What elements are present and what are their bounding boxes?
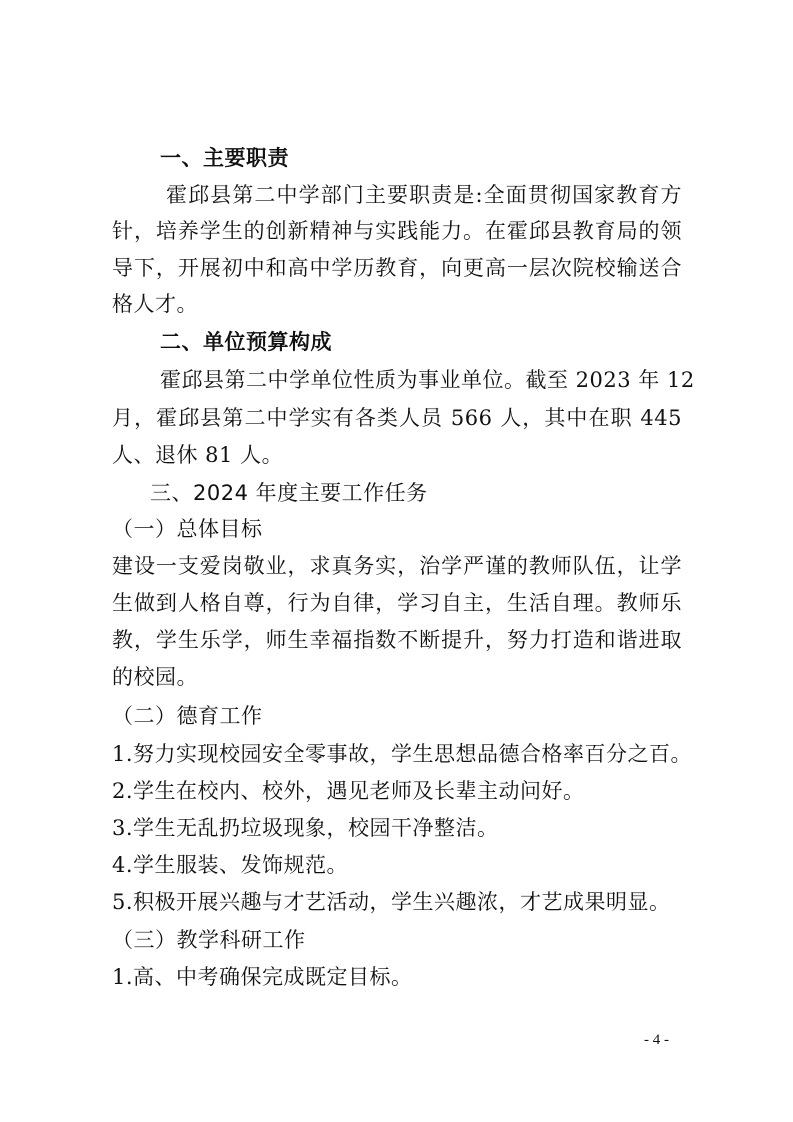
- list-item: 3.学生无乱扔垃圾现象，校园干净整洁。: [112, 816, 499, 840]
- list-item: 1.高、中考确保完成既定目标。: [112, 965, 413, 989]
- paragraph-line: 生做到人格自尊，行为自律，学习自主，生活自理。教师乐: [112, 591, 682, 615]
- paragraph-line: 导下，开展初中和高中学历教育，向更高一层次院校输送合: [112, 256, 682, 280]
- subsection-heading-moral: （二）德育工作: [112, 704, 263, 728]
- paragraph-line: 霍邱县第二中学部门主要职责是:全面贯彻国家教育方: [166, 183, 682, 207]
- page-number: - 4 -: [644, 1032, 669, 1048]
- section-heading-budget: 二、单位预算构成: [160, 330, 332, 354]
- paragraph-line: 月，霍邱县第二中学实有各类人员 566 人，其中在职 445: [112, 406, 682, 430]
- paragraph-line: 格人才。: [112, 292, 198, 316]
- paragraph-line: 的校园。: [112, 665, 198, 689]
- list-item: 5.积极开展兴趣与才艺活动，学生兴趣浓，才艺成果明显。: [112, 890, 671, 914]
- section-heading-tasks: 三、2024 年度主要工作任务: [150, 481, 428, 505]
- paragraph-line: 教，学生乐学，师生幸福指数不断提升，努力打造和谐进取: [112, 628, 682, 652]
- paragraph-line: 建设一支爱岗敬业，求真务实，治学严谨的教师队伍，让学: [112, 554, 682, 578]
- section-heading-duties: 一、主要职责: [160, 146, 289, 170]
- subsection-heading-goals: （一）总体目标: [112, 517, 263, 541]
- list-item: 2.学生在校内、校外，遇见老师及长辈主动问好。: [112, 779, 585, 803]
- subsection-heading-teaching: （三）教学科研工作: [112, 928, 306, 952]
- paragraph-line: 人、退休 81 人。: [112, 443, 284, 467]
- list-item: 1.努力实现校园安全零事故，学生思想品德合格率百分之百。: [112, 742, 693, 766]
- list-item: 4.学生服装、发饰规范。: [112, 853, 349, 877]
- paragraph-line: 霍邱县第二中学单位性质为事业单位。截至 2023 年 12: [160, 368, 695, 392]
- paragraph-line: 针，培养学生的创新精神与实践能力。在霍邱县教育局的领: [112, 219, 682, 243]
